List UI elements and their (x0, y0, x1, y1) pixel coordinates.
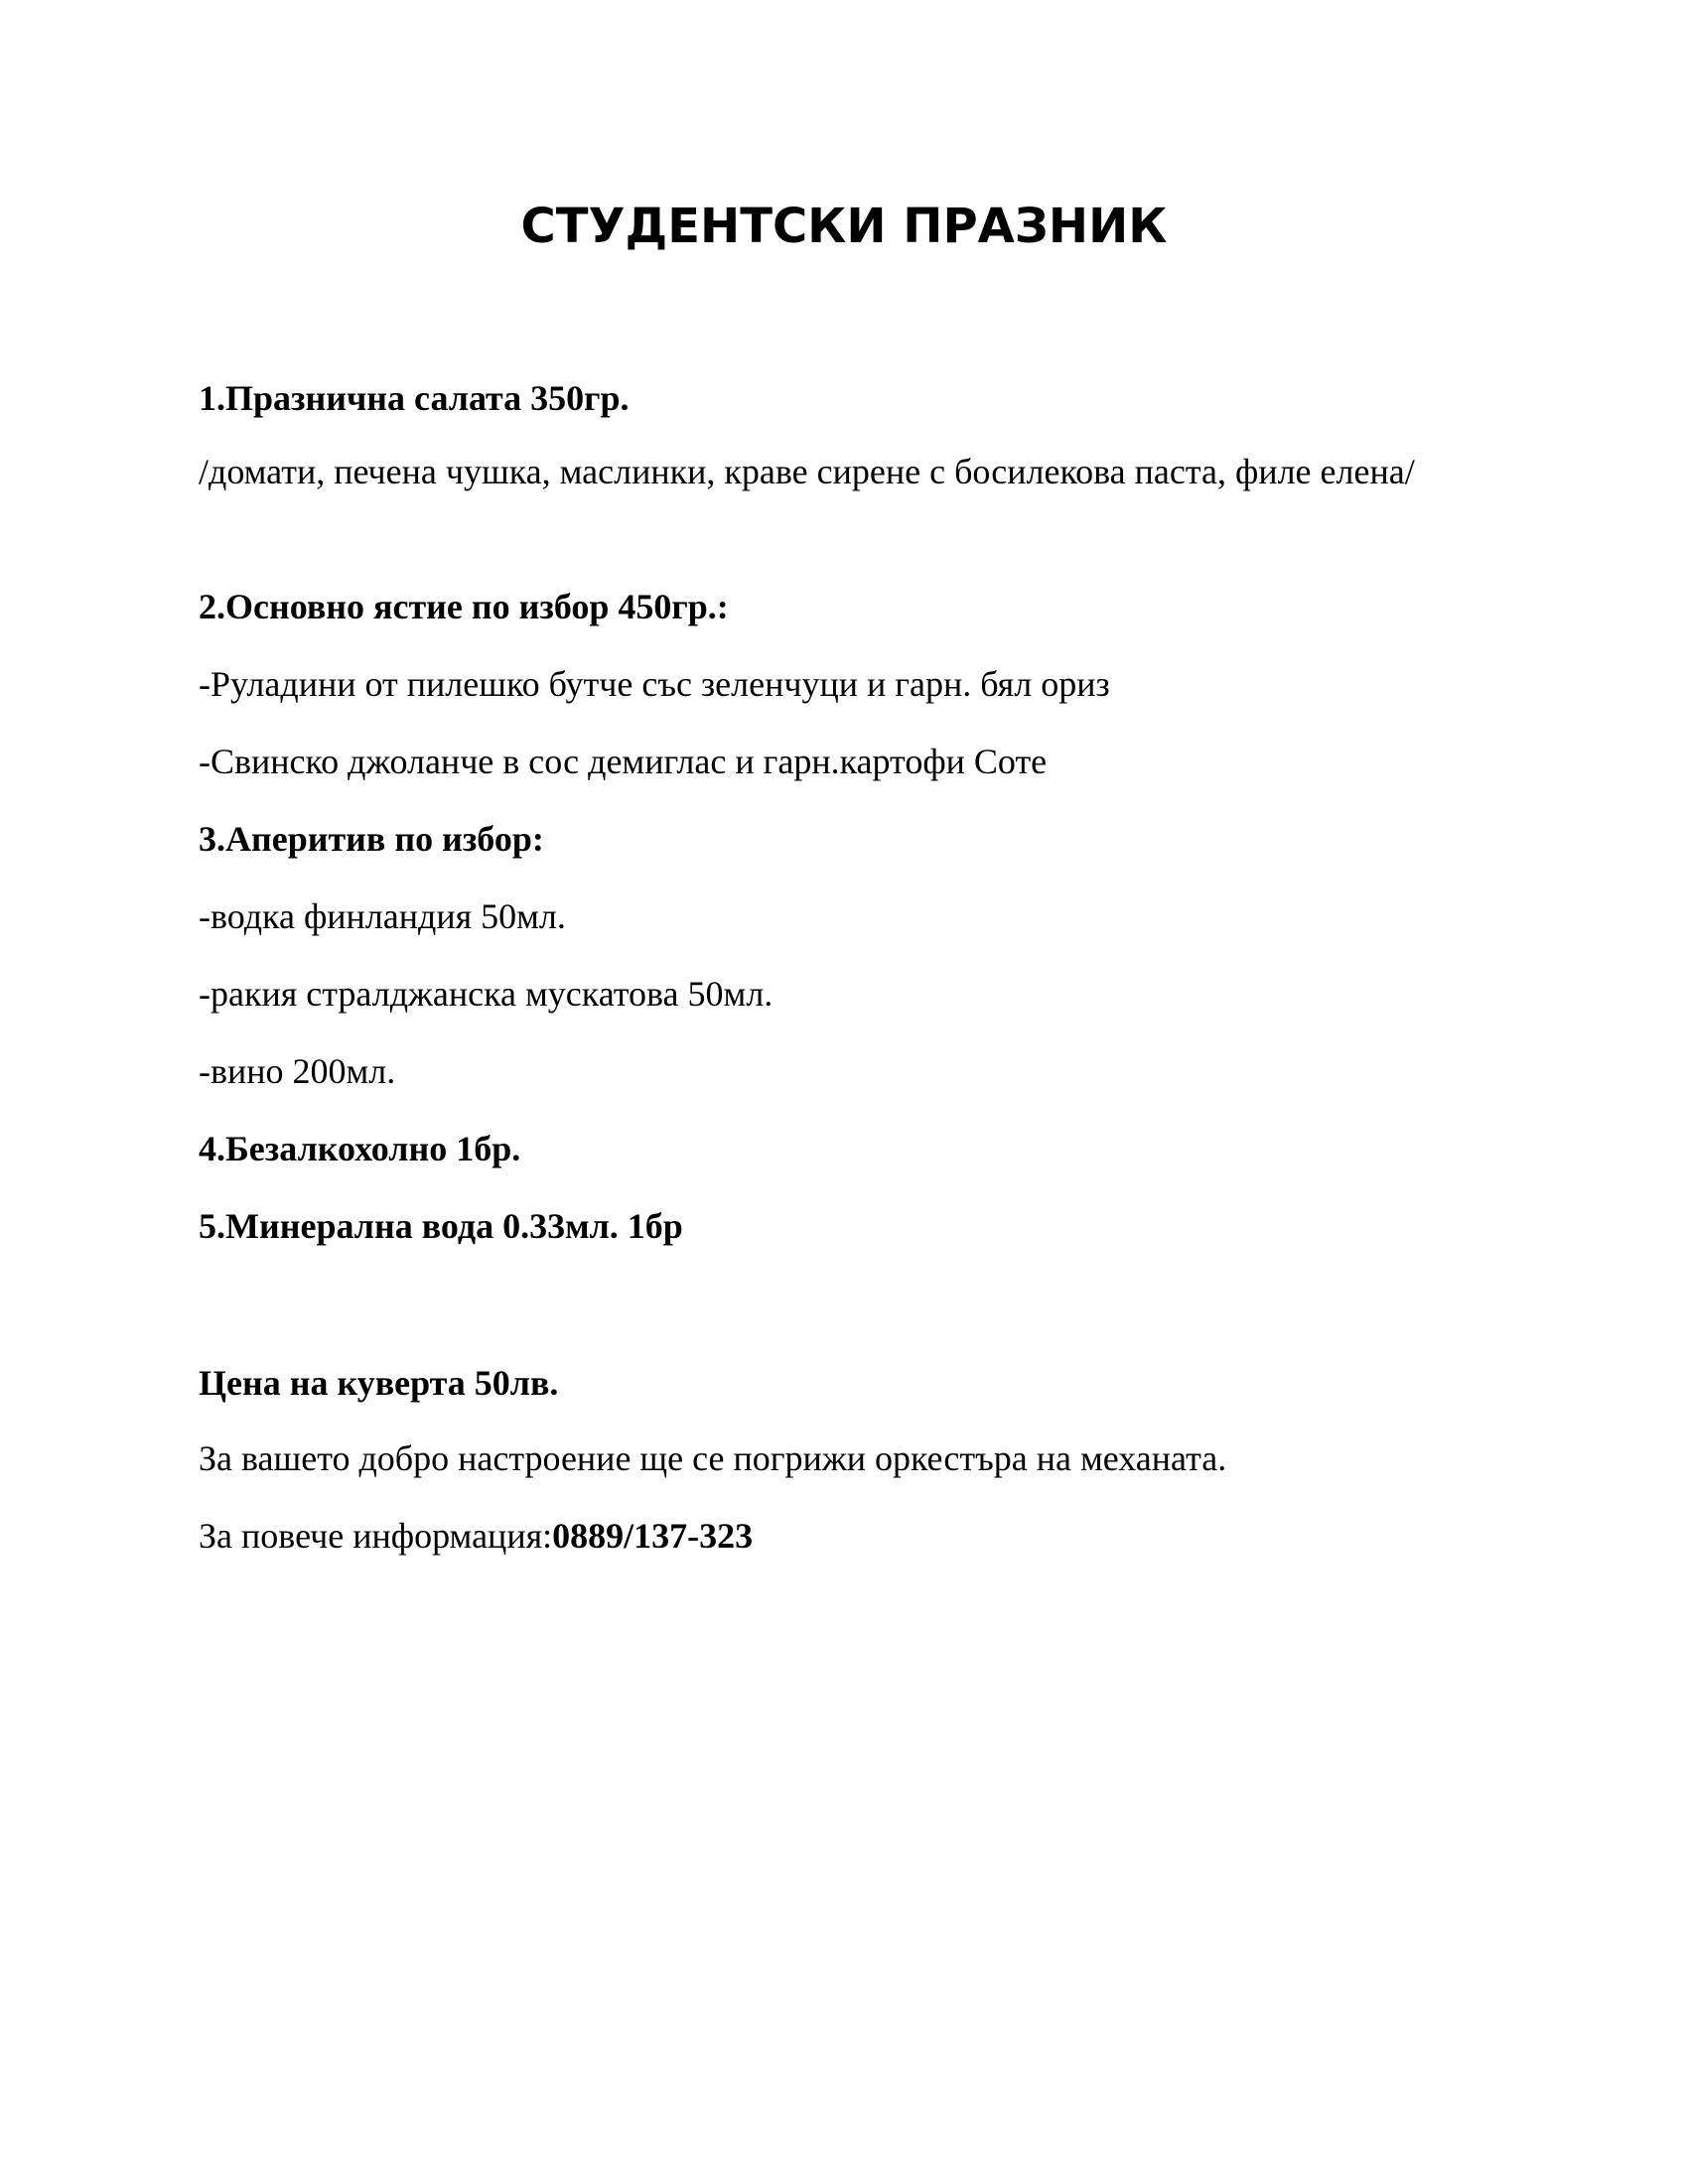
item3-option: -водка финландия 50мл. (199, 896, 566, 936)
contact-phone: 0889/137-323 (552, 1516, 754, 1556)
item3-option: -вино 200мл. (199, 1051, 396, 1091)
item5-heading: 5.Минерална вода 0.33мл. 1бр (199, 1206, 683, 1246)
contact-label: За повече информация: (199, 1516, 553, 1556)
page-title: СТУДЕНТСКИ ПРАЗНИК (520, 199, 1168, 254)
item2-option: -Свинско джоланче в сос демиглас и гарн.картофи Соте (199, 742, 1048, 781)
item3-heading: 3.Аперитив по избор: (199, 819, 544, 859)
item2-option: -Руладини от пилешко бутче със зеленчуци и гарн. бял ориз (199, 664, 1110, 704)
item3-option: -ракия стралджанска мускатова 50мл. (199, 974, 774, 1014)
item2-heading: 2.Основно ястие по избор 450гр.: (199, 587, 729, 626)
price-line: Цена на куверта 50лв. (199, 1363, 559, 1403)
contact-line (199, 1513, 1489, 1559)
item4-heading: 4.Безалкохолно 1бр. (199, 1129, 521, 1168)
item1-description: /домати, печена чушка, маслинки, краве сирене с босилекова паста, филе елена/ (199, 452, 1415, 491)
note-line: За вашето добро настроение ще се погрижи оркестъра на механата. (199, 1438, 1227, 1478)
item1-heading: 1.Празнична салата 350гр. (199, 378, 630, 418)
